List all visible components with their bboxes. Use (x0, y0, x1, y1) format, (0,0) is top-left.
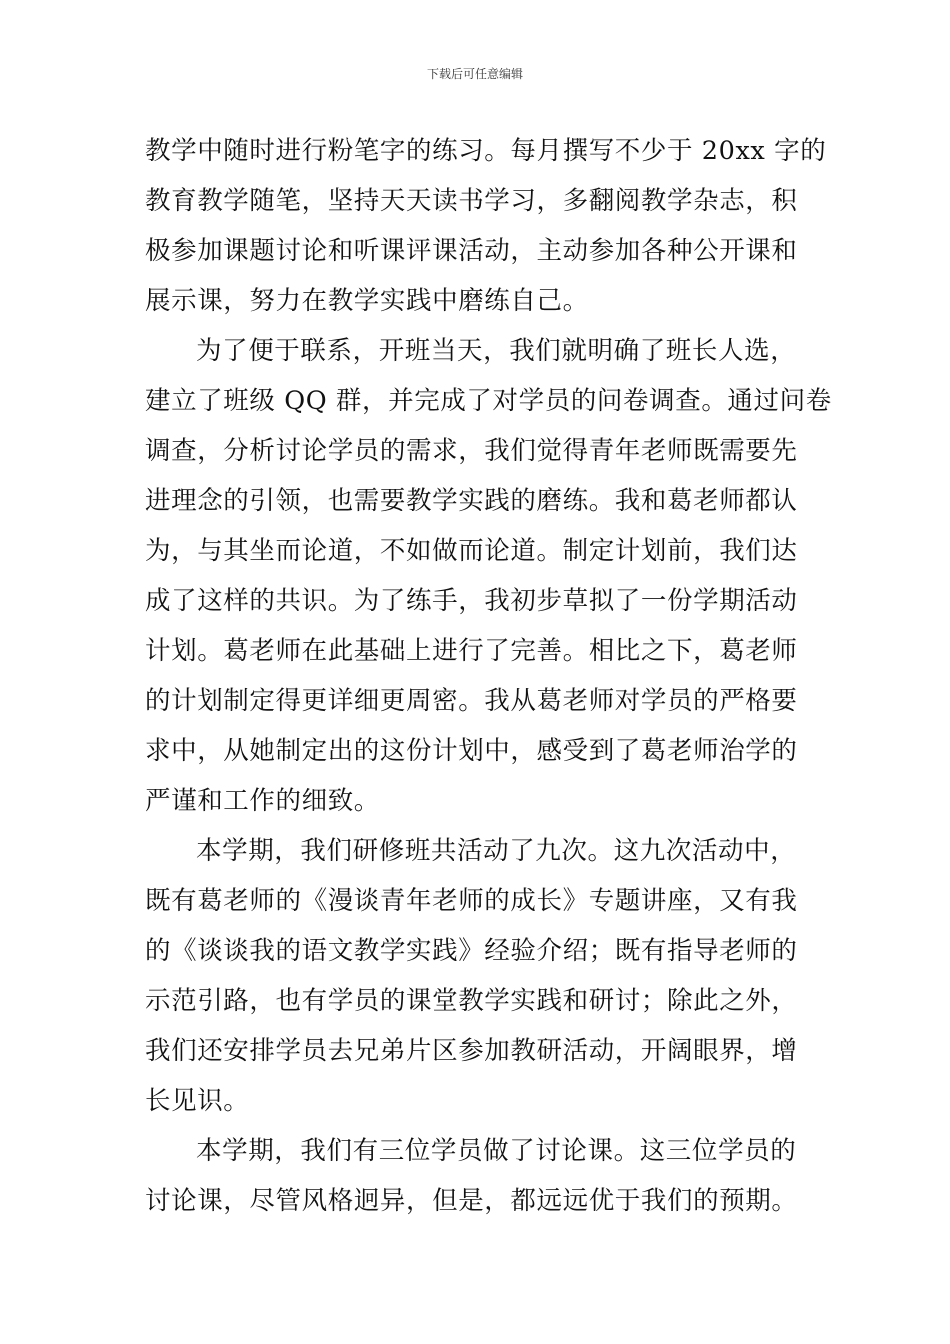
text-line: 计划。葛老师在此基础上进行了完善。相比之下，葛老师 (145, 636, 798, 666)
paragraph-first-line: 本学期，我们有三位学员做了讨论课。这三位学员的 (196, 1136, 797, 1166)
paragraph-first-line: 为了便于联系，开班当天，我们就明确了班长人选， (196, 336, 797, 366)
document-body (145, 126, 832, 1226)
text-line: 教育教学随笔，坚持天天读书学习，多翻阅教学杂志，积 (145, 186, 798, 216)
text-line: 讨论课，尽管风格迥异，但是，都远远优于我们的预期。 (145, 1186, 798, 1216)
text-line: 成了这样的共识。为了练手，我初步草拟了一份学期活动 (145, 586, 798, 616)
text-line: 进理念的引领，也需要教学实践的磨练。我和葛老师都认 (145, 486, 798, 516)
text-line: 求中，从她制定出的这份计划中，感受到了葛老师治学的 (145, 736, 798, 766)
text-line: 长见识。 (145, 1086, 250, 1116)
page-header: 下载后可任意编辑 (426, 67, 523, 81)
text-line: 调查，分析讨论学员的需求，我们觉得青年老师既需要先 (145, 436, 798, 466)
text-line: 极参加课题讨论和听课评课活动，主动参加各种公开课和 (145, 236, 798, 266)
text-line: 展示课，努力在教学实践中磨练自己。 (145, 286, 589, 316)
text-line: 既有葛老师的《漫谈青年老师的成长》专题讲座，又有我 (145, 886, 798, 916)
text-line: 我们还安排学员去兄弟片区参加教研活动，开阔眼界，增 (145, 1036, 798, 1066)
text-line: 严谨和工作的细致。 (145, 786, 380, 816)
text-line: 教学中随时进行粉笔字的练习。每月撰写不少于 20xx 字的 (145, 136, 827, 166)
text-line: 的《谈谈我的语文教学实践》经验介绍；既有指导老师的 (145, 936, 798, 966)
paragraph-first-line: 本学期，我们研修班共活动了九次。这九次活动中， (196, 836, 797, 866)
text-line: 示范引路，也有学员的课堂教学实践和研讨；除此之外， (145, 986, 798, 1016)
text-line: 为，与其坐而论道，不如做而论道。制定计划前，我们达 (145, 536, 798, 566)
text-line: 建立了班级 QQ 群，并完成了对学员的问卷调查。通过问卷 (145, 386, 832, 416)
text-line: 的计划制定得更详细更周密。我从葛老师对学员的严格要 (145, 686, 798, 716)
